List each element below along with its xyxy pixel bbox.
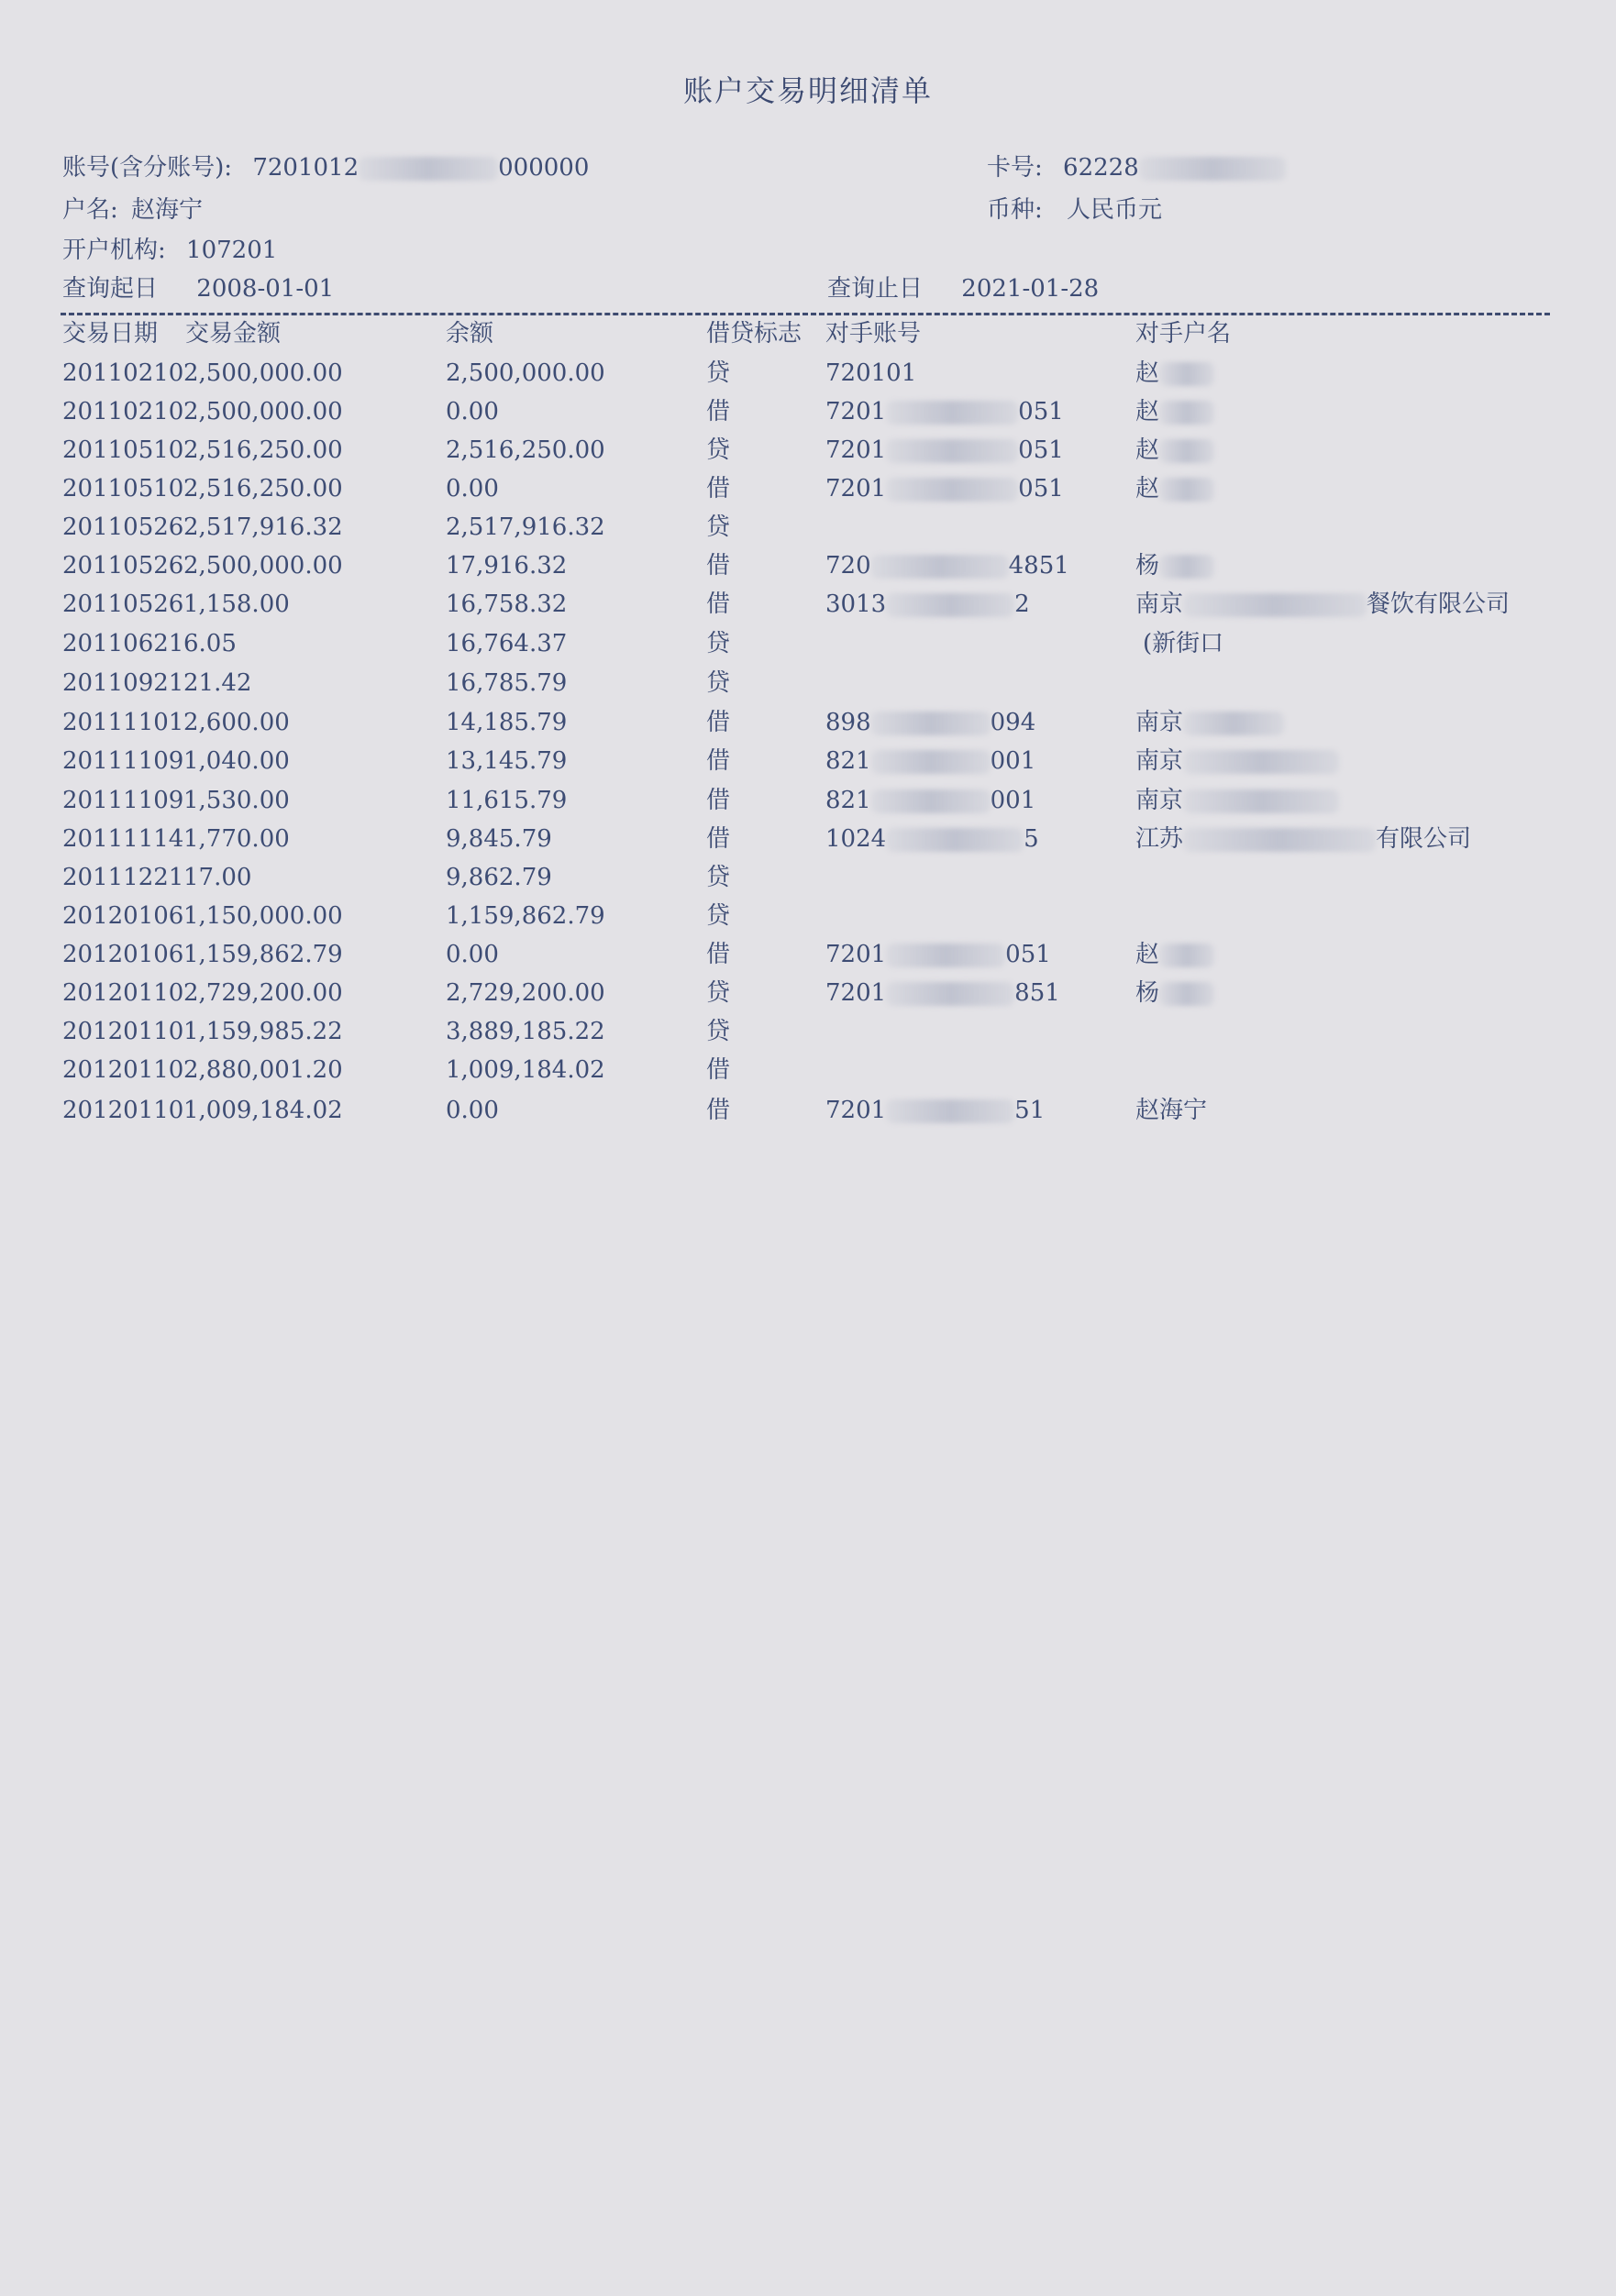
counter-name-prefix: 赵 [1135,359,1160,387]
cell-amount: 2,516,250.00 [183,475,343,502]
cell-balance: 9,862.79 [446,864,552,891]
redaction-blur [1183,750,1339,774]
cell-counter-account [825,431,1064,469]
counter-account-suffix: 051 [1018,398,1064,425]
counter-account-suffix: 4851 [1008,552,1069,580]
counter-account-suffix: 51 [1014,1097,1046,1124]
cell-counter-name [1135,781,1339,820]
cell-amount: 2,500,000.00 [183,359,343,387]
cell-balance: 2,517,916.32 [446,513,605,541]
branch-value: 107201 [186,237,278,264]
divider [61,313,1550,315]
start-label: 查询起日 [62,275,159,303]
cell-date: 20120110 [62,979,184,1007]
cell-amount: 1,159,985.22 [183,1018,343,1045]
counter-name-suffix: 有限公司 [1376,825,1472,853]
redaction-blur [886,1099,1014,1123]
cell-flag: 借 [706,709,731,736]
counter-name-prefix: 南京 [1135,747,1184,775]
counter-name-prefix: 杨 [1135,552,1160,580]
account-label: 账号(含分账号): [62,154,233,182]
end-value: 2021-01-28 [961,275,1100,303]
counter-account-suffix: 001 [990,747,1036,775]
cell-flag: 贷 [706,902,731,930]
cell-flag: 贷 [706,669,731,697]
name-label: 户名: [62,196,118,224]
cell-balance: 16,785.79 [446,669,568,697]
counter-account-suffix: 051 [1005,941,1051,968]
cell-flag: 借 [706,747,731,775]
counter-name-prefix: 南京 [1135,709,1184,736]
table-row [0,469,1616,508]
cell-date: 20120106 [62,941,184,968]
cell-counter-name [1135,703,1284,742]
cell-flag: 借 [706,941,731,968]
counter-account-prefix: 7201 [825,398,887,425]
cell-amount: 2,500,000.00 [183,552,343,580]
cell-counter-account [825,469,1064,508]
cell-flag: 借 [706,475,731,502]
query-start-field [62,273,334,304]
counter-name-prefix: 赵 [1135,941,1160,968]
cell-flag: 贷 [706,359,731,387]
counter-name-prefix: 南京 [1135,787,1184,814]
counter-account-suffix: 5 [1024,825,1039,853]
cell-amount: 1,150,000.00 [183,902,343,930]
cell-date: 20111221 [62,864,184,891]
redaction-blur [1159,555,1214,579]
cell-flag: 贷 [706,864,731,891]
cell-counter-account [825,392,1064,431]
cell-counter-account [825,974,1060,1012]
counter-account-prefix: 7201 [825,1097,887,1124]
redaction-blur [886,401,1018,425]
cell-flag: 贷 [706,513,731,541]
counter-name-prefix: 赵 [1135,475,1160,502]
card-prefix: 62228 [1063,154,1139,182]
cell-counter-name [1135,820,1471,858]
counter-account-suffix: 851 [1014,979,1060,1007]
cell-amount: 17.00 [183,864,252,891]
cell-balance: 0.00 [446,941,499,968]
cell-amount: 2,729,200.00 [183,979,343,1007]
table-row [0,1012,1616,1051]
counter-name-prefix: 杨 [1135,979,1160,1007]
table-row [0,431,1616,469]
cell-counter-name [1135,546,1214,585]
cell-balance: 1,159,862.79 [446,902,605,930]
cell-date: 20111114 [62,825,184,853]
cell-counter-account [825,935,1051,974]
account-name-field [62,194,203,226]
cell-counter-account [825,820,1039,858]
redaction-blur [886,982,1014,1006]
table-row [0,974,1616,1012]
cell-balance: 2,500,000.00 [446,359,605,387]
account-suffix: 000000 [498,154,590,182]
redaction-blur [1183,593,1367,617]
redaction-blur [1159,439,1214,463]
counter-name-prefix: 赵海宁 [1135,1097,1208,1124]
cell-amount: 21.42 [183,669,252,697]
cell-date: 20110510 [62,475,184,502]
counter-account-suffix: 051 [1018,475,1064,502]
redaction-blur [1183,712,1284,735]
col-header-date: 交易日期 [62,320,159,348]
cell-amount: 2,880,001.20 [183,1056,343,1084]
cell-date: 20111109 [62,747,184,775]
redaction-blur [1139,157,1286,181]
table-row [0,1091,1616,1130]
cell-counter-name [1135,974,1214,1012]
cell-date: 20110526 [62,513,184,541]
cell-flag: 贷 [706,979,731,1007]
cell-date: 20111101 [62,709,184,736]
cell-flag: 借 [706,825,731,853]
cell-flag: 借 [706,398,731,425]
table-row [0,820,1616,858]
redaction-blur [1159,478,1214,502]
name-value: 赵海宁 [131,196,204,224]
cell-amount: 2,600.00 [183,709,290,736]
counter-name-prefix: 赵 [1135,436,1160,464]
counter-account-prefix: 720 [825,552,871,580]
cell-amount: 1,040.00 [183,747,290,775]
cell-balance: 14,185.79 [446,709,568,736]
cell-counter-account [825,742,1035,780]
cell-date: 20111109 [62,787,184,814]
cell-date: 20120110 [62,1097,184,1124]
counter-name-prefix: 江苏 [1135,825,1184,853]
cell-balance: 16,764.37 [446,630,568,657]
currency-field [987,194,1162,226]
counter-name-prefix: 南京 [1135,591,1184,618]
cell-flag: 借 [706,787,731,814]
card-number-field [987,152,1286,183]
redaction-blur [886,593,1014,617]
counter-account-prefix: 821 [825,747,871,775]
cell-date: 20110621 [62,630,184,657]
redaction-blur [871,750,991,774]
cell-amount: 1,159,862.79 [183,941,343,968]
cell-date: 20120110 [62,1018,184,1045]
cell-balance: 0.00 [446,1097,499,1124]
cell-date: 20120106 [62,902,184,930]
counter-account-prefix: 7201 [825,475,887,502]
counter-account-suffix: 2 [1014,591,1030,618]
cell-flag: 借 [706,552,731,580]
counter-account-suffix: 094 [990,709,1036,736]
col-header-flag: 借贷标志 [706,320,802,348]
redaction-blur [1183,789,1339,813]
currency-value: 人民币元 [1067,196,1163,224]
counter-account-prefix: 821 [825,787,871,814]
cell-balance: 9,845.79 [446,825,552,853]
cell-counter-name [1135,431,1214,469]
redaction-blur [871,789,991,813]
cell-balance: 16,758.32 [446,591,568,618]
table-row [0,858,1616,897]
table-row [0,508,1616,546]
cell-balance: 1,009,184.02 [446,1056,605,1084]
account-number-field [62,152,589,183]
cell-counter-account [825,1091,1045,1130]
cell-counter-name [1135,585,1510,624]
redaction-blur [871,555,1009,579]
table-row [0,935,1616,974]
table-row [0,624,1616,663]
cell-counter-name [1143,624,1223,663]
end-label: 查询止日 [827,275,924,303]
redaction-blur [1159,982,1214,1006]
cell-amount: 2,517,916.32 [183,513,343,541]
redaction-blur [1183,828,1376,852]
cell-balance: 17,916.32 [446,552,568,580]
cell-amount: 6.05 [183,630,237,657]
table-row [0,392,1616,431]
cell-amount: 1,158.00 [183,591,290,618]
cell-balance: 13,145.79 [446,747,568,775]
redaction-blur [886,944,1005,967]
cell-balance: 3,889,185.22 [446,1018,605,1045]
col-header-amount: 交易金额 [185,320,282,348]
counter-name-prefix: (新街口 [1143,630,1224,657]
redaction-blur [359,157,498,181]
counter-account-prefix: 720101 [825,359,917,387]
cell-date: 20110210 [62,398,184,425]
table-row [0,742,1616,780]
cell-date: 20110510 [62,436,184,464]
cell-counter-name [1135,1091,1207,1130]
counter-account-prefix: 898 [825,709,871,736]
col-header-counter-name: 对手户名 [1135,320,1232,348]
cell-amount: 2,516,250.00 [183,436,343,464]
table-row [0,703,1616,742]
cell-counter-name [1135,742,1339,780]
counter-name-prefix: 赵 [1135,398,1160,425]
counter-account-prefix: 7201 [825,436,887,464]
cell-flag: 借 [706,1097,731,1124]
cell-flag: 贷 [706,630,731,657]
counter-account-prefix: 3013 [825,591,887,618]
cell-date: 20110921 [62,669,184,697]
cell-flag: 贷 [706,1018,731,1045]
cell-counter-name [1135,392,1214,431]
cell-counter-name [1135,935,1214,974]
table-row [0,546,1616,585]
cell-balance: 0.00 [446,475,499,502]
counter-account-suffix: 001 [990,787,1036,814]
cell-amount: 2,500,000.00 [183,398,343,425]
card-label: 卡号: [987,154,1043,182]
cell-counter-account [825,585,1030,624]
cell-balance: 11,615.79 [446,787,568,814]
query-end-field [827,273,1099,304]
table-row [0,664,1616,702]
cell-balance: 0.00 [446,398,499,425]
cell-counter-name [1135,469,1214,508]
cell-amount: 1,530.00 [183,787,290,814]
col-header-balance: 余额 [446,320,494,348]
redaction-blur [886,439,1018,463]
document-title: 账户交易明细清单 [682,73,933,108]
cell-balance: 2,516,250.00 [446,436,605,464]
table-row [0,585,1616,624]
cell-amount: 1,770.00 [183,825,290,853]
cell-counter-account [825,546,1069,585]
start-value: 2008-01-01 [196,275,335,303]
account-prefix: 7201012 [252,154,360,182]
counter-account-prefix: 7201 [825,979,887,1007]
counter-name-suffix: 餐饮有限公司 [1367,591,1511,618]
redaction-blur [871,712,991,735]
table-row [0,897,1616,935]
redaction-blur [1159,944,1214,967]
branch-label: 开户机构: [62,237,166,264]
cell-flag: 借 [706,1056,731,1084]
counter-account-prefix: 1024 [825,825,887,853]
cell-counter-account [825,354,916,392]
cell-balance: 2,729,200.00 [446,979,605,1007]
cell-date: 20110210 [62,359,184,387]
cell-date: 20110526 [62,591,184,618]
cell-flag: 借 [706,591,731,618]
branch-field [62,235,277,266]
cell-date: 20120110 [62,1056,184,1084]
table-row [0,354,1616,392]
counter-account-prefix: 7201 [825,941,887,968]
cell-counter-name [1135,354,1214,392]
redaction-blur [1159,401,1214,425]
cell-counter-account [825,703,1035,742]
redaction-blur [1159,362,1214,386]
col-header-counter-account: 对手账号 [825,320,922,348]
cell-date: 20110526 [62,552,184,580]
currency-label: 币种: [987,196,1043,224]
counter-account-suffix: 051 [1018,436,1064,464]
table-row [0,781,1616,820]
table-row [0,1051,1616,1089]
cell-flag: 贷 [706,436,731,464]
redaction-blur [886,478,1018,502]
cell-amount: 1,009,184.02 [183,1097,343,1124]
redaction-blur [886,828,1024,852]
cell-counter-account [825,781,1035,820]
